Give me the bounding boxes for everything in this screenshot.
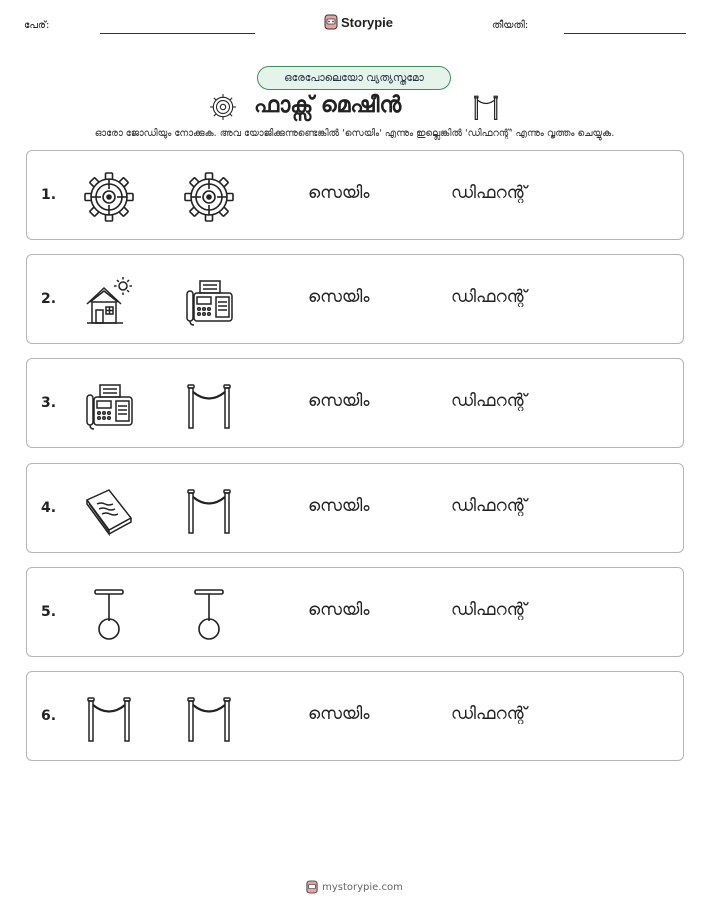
question-number: 2. (41, 291, 57, 307)
question-number: 1. (41, 187, 57, 203)
name-label: പേര്: (24, 20, 50, 31)
gear-target-icon (83, 171, 135, 223)
name-line[interactable] (100, 33, 255, 34)
question-row (26, 150, 684, 240)
rope-barrier-icon (183, 692, 235, 744)
question-row (26, 671, 684, 761)
same-option[interactable]: സെയിം (308, 496, 370, 516)
different-option[interactable]: ഡിഫറന്റ് (451, 600, 527, 620)
question-row (26, 358, 684, 448)
title-rope-barrier-icon (472, 93, 500, 121)
instructions: ഓരോ ജോഡിയും നോക്കുക. അവ യോജിക്കുന്നുണ്ടെങ്കിൽ 'സെയിം' എന്നും ഇല്ലെങ്കിൽ 'ഡിഫറന്റ്' എന്നും വൃത്തം ചെയ്യുക. (94, 128, 615, 139)
footer-url[interactable]: mystorypie.com (322, 881, 403, 893)
storypie-mascot-icon (324, 14, 338, 30)
title-gear-icon (209, 93, 237, 121)
same-option[interactable]: സെയിം (308, 287, 370, 307)
fax-machine-icon (83, 379, 135, 431)
brand-name: Storypie (341, 14, 394, 30)
same-option[interactable]: സെയിം (308, 600, 370, 620)
rope-barrier-icon (183, 379, 235, 431)
question-row (26, 463, 684, 553)
same-option[interactable]: സെയിം (308, 704, 370, 724)
worksheet-type-badge: ഒരേപോലെയോ വ്യത്യസ്തമോ (257, 66, 451, 90)
brand-logo (324, 14, 393, 30)
rope-barrier-icon (183, 484, 235, 536)
title-row (0, 92, 709, 122)
hanging-ball-icon (183, 588, 235, 640)
house-sun-icon (83, 275, 135, 327)
footer (0, 880, 709, 894)
same-option[interactable]: സെയിം (308, 391, 370, 411)
same-option[interactable]: സെയിം (308, 183, 370, 203)
question-number: 4. (41, 500, 57, 516)
rope-barrier-icon (83, 692, 135, 744)
different-option[interactable]: ഡിഫറന്റ് (451, 183, 527, 203)
fax-machine-icon (183, 275, 235, 327)
different-option[interactable]: ഡിഫറന്റ് (451, 287, 527, 307)
different-option[interactable]: ഡിഫറന്റ് (451, 496, 527, 516)
gear-target-icon (183, 171, 235, 223)
storypie-mascot-icon (306, 880, 318, 894)
different-option[interactable]: ഡിഫറന്റ് (451, 391, 527, 411)
question-number: 3. (41, 395, 57, 411)
question-number: 6. (41, 708, 57, 724)
different-option[interactable]: ഡിഫറന്റ് (451, 704, 527, 724)
worksheet-header (0, 14, 709, 38)
question-row (26, 254, 684, 344)
date-label: തീയതി: (492, 20, 529, 31)
page-title: ഫാക്സ് മെഷീൻ (254, 93, 402, 118)
book-icon (83, 484, 135, 536)
hanging-ball-icon (83, 588, 135, 640)
question-row (26, 567, 684, 657)
date-line[interactable] (564, 33, 686, 34)
question-number: 5. (41, 604, 57, 620)
